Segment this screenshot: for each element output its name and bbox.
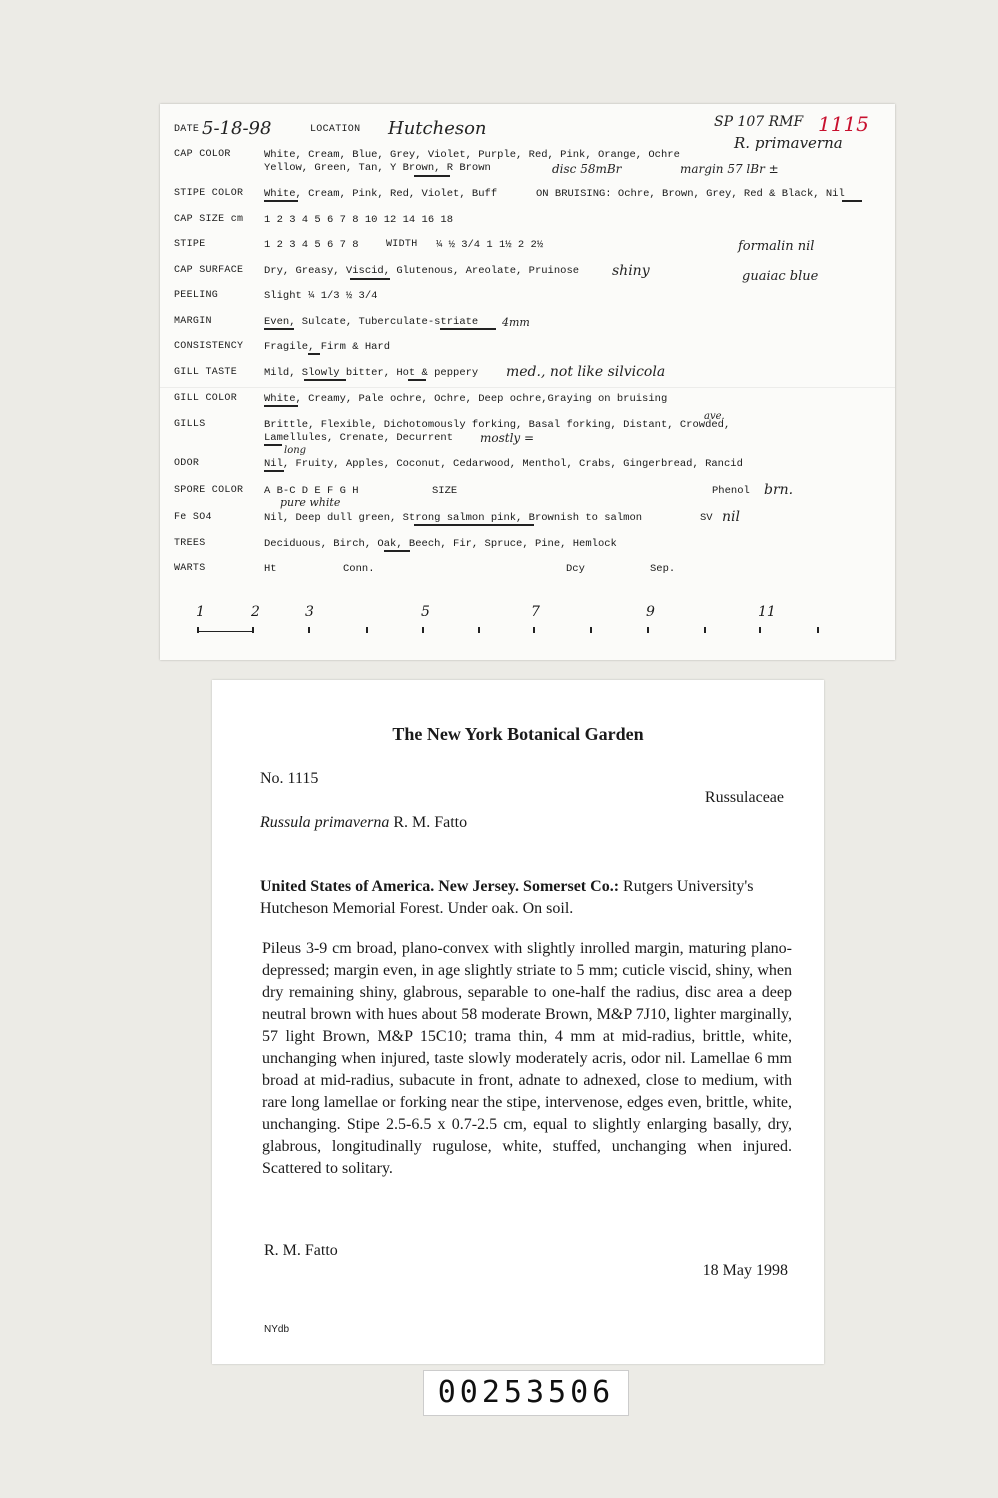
- spore-color-label: SPORE COLOR: [174, 485, 244, 496]
- locality-region: United States of America. New Jersey. Somerset Co.:: [260, 878, 620, 895]
- odor-label: ODOR: [174, 458, 200, 469]
- margin-label: MARGIN: [174, 316, 212, 327]
- hand-mostly: mostly =: [480, 431, 535, 445]
- underline-viscid: [350, 278, 390, 280]
- underline-hot: [408, 379, 426, 381]
- odor-values: Nil, Fruity, Apples, Coconut, Cedarwood, Menthol, Crabs, Gingerbread, Rancid: [264, 458, 743, 470]
- card-fold-line: [160, 387, 895, 388]
- ruler-number: 11: [758, 604, 776, 620]
- feso4-label: Fe SO4: [174, 512, 212, 523]
- hand-pure-white: pure white: [280, 496, 341, 509]
- underline-white: [264, 200, 298, 202]
- underline-slowly: [304, 379, 346, 381]
- date-row: [160, 112, 895, 152]
- ruler-tick: [647, 627, 649, 633]
- underline-nil-odor: [264, 470, 284, 472]
- cap-size-values: 1 2 3 4 5 6 7 8 10 12 14 16 18: [264, 214, 454, 226]
- ruler-tick: [704, 627, 706, 633]
- size-label: SIZE: [432, 485, 458, 497]
- ruler-tick: [533, 627, 535, 633]
- hand-taste-note: med., not like silvicola: [506, 364, 666, 380]
- trees-values: Deciduous, Birch, Oak, Beech, Fir, Spruce, Pine, Hemlock: [264, 538, 617, 550]
- ruler-number: 1: [196, 604, 205, 620]
- gill-color-row: [160, 393, 895, 413]
- gills-label: GILLS: [174, 419, 206, 430]
- stipe-color-row: [160, 188, 895, 208]
- underline-even: [264, 328, 294, 330]
- hand-guaiac: guaiac blue: [742, 269, 819, 284]
- hand-shiny: shiny: [612, 263, 650, 279]
- warts-row: [160, 563, 895, 583]
- description: Pileus 3-9 cm broad, plano-convex with slightly inrolled margin, maturing plano-depressed; margin even, in age slightly striate to 5 mm; cuticle viscid, shiny, when dry remaining shiny, glabrous, separable to one-half the radius, disc area a deep neutral brown with hues about 58 moderate Brown, M&P 7J10, lighter marginally, 57 light Brown, M&P 15C10; trama thin, 4 mm at mid-radius, brittle, white, unchanging when injured, taste slowly moderately acris, odor nil. Lamellae 6 mm broad at mid-radius, subacute in front, adnate to adnexed, close to medium, with rare long lamellae or forking near the stipe, intervenose, edges even, brittle, white, unchanging. Stipe 2.5-6.5 x 0.7-2.5 cm, equal to slightly enlarging basally, dry, glabrous, longitudinally rugulose, white, stuffed, unchanging when injured. Scattered to solitary.: [262, 940, 792, 1177]
- hand-long: long: [284, 445, 307, 456]
- spore-color-values: A B-C D E F G H: [264, 485, 359, 497]
- ref-number-red: 1115: [818, 112, 869, 136]
- sv-label: SV: [700, 512, 713, 524]
- hand-sv: nil: [722, 509, 740, 525]
- ruler-tick: [366, 627, 368, 633]
- herbarium-label: [212, 680, 824, 1364]
- peeling-label: PEELING: [174, 290, 219, 301]
- gills-row: [160, 411, 895, 456]
- ruler-tick: [422, 627, 424, 633]
- field-data-card: [160, 104, 895, 660]
- location-label: LOCATION: [310, 124, 361, 135]
- cap-color-values-2: Yellow, Green, Tan, Y Brown, R Brown: [264, 162, 491, 174]
- collection-date: 18 May 1998: [702, 1262, 788, 1279]
- underline-salmon-pink: [414, 524, 534, 526]
- stipe-values: 1 2 3 4 5 6 7 8: [264, 239, 359, 251]
- trees-row: [160, 538, 895, 558]
- width-label: WIDTH: [386, 239, 418, 250]
- gills-values-2: Lamellules, Crenate, Decurrent: [264, 432, 454, 444]
- ref-number: SP 107 RMF: [714, 114, 804, 130]
- stipe-color-values: White, Cream, Pink, Red, Violet, Buff: [264, 188, 498, 200]
- ruler-number: 9: [646, 604, 655, 620]
- hand-phenol: brn.: [764, 482, 794, 498]
- feso4-row: [160, 509, 895, 532]
- gill-color-values: White, Creamy, Pale ochre, Ochre, Deep ochre,Graying on bruising: [264, 393, 668, 405]
- cap-surface-label: CAP SURFACE: [174, 265, 244, 276]
- underline-lamellules: [264, 444, 282, 446]
- consistency-values: Fragile, Firm & Hard: [264, 341, 391, 353]
- location-value: Hutcheson: [388, 118, 487, 139]
- spore-color-row: [160, 482, 895, 509]
- locality-detail: Rutgers University's Hutcheson Memorial Forest. Under oak. On soil.: [260, 878, 754, 917]
- collector: R. M. Fatto: [264, 1242, 338, 1259]
- gill-taste-label: GILL TASTE: [174, 367, 238, 378]
- margin-values: Even, Sulcate, Tuberculate-striate: [264, 316, 479, 328]
- on-bruising-values: ON BRUISING: Ochre, Brown, Grey, Red & Black, Nil: [536, 188, 845, 200]
- ruler-number: 2: [251, 604, 260, 620]
- consistency-label: CONSISTENCY: [174, 341, 244, 352]
- date-value: 5-18-98: [202, 118, 272, 139]
- underline-fragile: [308, 353, 320, 355]
- underline-oak: [384, 550, 410, 552]
- date-label: DATE: [174, 124, 200, 135]
- warts-sep: Sep.: [650, 563, 676, 575]
- ruler-tick: [308, 627, 310, 633]
- underline-brown: [414, 175, 450, 177]
- warts-dcy: Dcy: [566, 563, 585, 575]
- ruler-tick: [759, 627, 761, 633]
- cap-color-row: [160, 149, 895, 176]
- family-name: Russulaceae: [704, 789, 784, 806]
- ruler-tick: [817, 627, 819, 633]
- gill-color-label: GILL COLOR: [174, 393, 238, 404]
- taxon-name: [260, 814, 467, 832]
- cap-color-label: CAP COLOR: [174, 149, 231, 160]
- hand-4mm: 4mm: [502, 316, 530, 329]
- cap-size-label: CAP SIZE cm: [174, 214, 244, 225]
- gill-taste-values: Mild, Slowly bitter, Hot & peppery: [264, 367, 479, 379]
- ruler-number: 7: [531, 604, 540, 620]
- hand-ave: ave.: [704, 411, 725, 422]
- peeling-values: Slight ¼ 1/3 ½ 3/4: [264, 290, 378, 302]
- database-tag: NYdb: [264, 1324, 290, 1335]
- institution-title: The New York Botanical Garden: [392, 724, 644, 744]
- consistency-row: [160, 341, 895, 361]
- cap-color-values: White, Cream, Blue, Grey, Violet, Purple, Red, Pink, Orange, Ochre: [264, 149, 680, 161]
- underline-gill-white: [264, 405, 298, 407]
- stipe-label: STIPE: [174, 239, 206, 250]
- barcode-number: 00253506: [423, 1370, 629, 1416]
- ruler-mm-line: [197, 631, 252, 632]
- hand-formalin: formalin nil: [738, 239, 815, 254]
- warts-ht: Ht: [264, 563, 277, 575]
- ruler-tick: [252, 627, 254, 633]
- peeling-row: [160, 290, 895, 310]
- hand-margin-note: margin 57 lBr ±: [680, 162, 779, 176]
- gill-taste-row: [160, 364, 895, 387]
- warts-label: WARTS: [174, 563, 206, 574]
- taxon-binomial: Russula primaverna: [260, 814, 390, 831]
- ruler-tick: [590, 627, 592, 633]
- underline-striate: [440, 328, 496, 330]
- trees-label: TREES: [174, 538, 206, 549]
- stipe-color-label: STIPE COLOR: [174, 188, 244, 199]
- stipe-row: [160, 239, 895, 259]
- phenol-label: Phenol: [712, 485, 750, 497]
- ruler-tick: [197, 627, 199, 633]
- gills-values: Brittle, Flexible, Dichotomously forking, Basal forking, Distant, Crowded,: [264, 419, 731, 431]
- taxon-author: R. M. Fatto: [393, 814, 468, 831]
- species-note: R. primaverna: [734, 134, 843, 152]
- hand-disc-note: disc 58mBr: [552, 162, 622, 176]
- cap-surface-row: [160, 265, 895, 285]
- warts-conn: Conn.: [343, 563, 375, 575]
- feso4-values: Nil, Deep dull green, Strong salmon pink, Brownish to salmon: [264, 512, 643, 524]
- ruler-tick: [478, 627, 480, 633]
- width-values: ¼ ½ 3/4 1 1½ 2 2½: [436, 239, 544, 251]
- locality: [260, 876, 780, 920]
- cap-size-row: [160, 214, 895, 234]
- specimen-number: No. 1115: [260, 770, 319, 787]
- ruler-number: 3: [305, 604, 314, 620]
- odor-row: [160, 458, 895, 478]
- cap-surface-values: Dry, Greasy, Viscid, Glutenous, Areolate, Pruinose: [264, 265, 580, 277]
- ruler-number: 5: [421, 604, 430, 620]
- margin-row: [160, 316, 895, 336]
- underline-nil: [842, 200, 862, 202]
